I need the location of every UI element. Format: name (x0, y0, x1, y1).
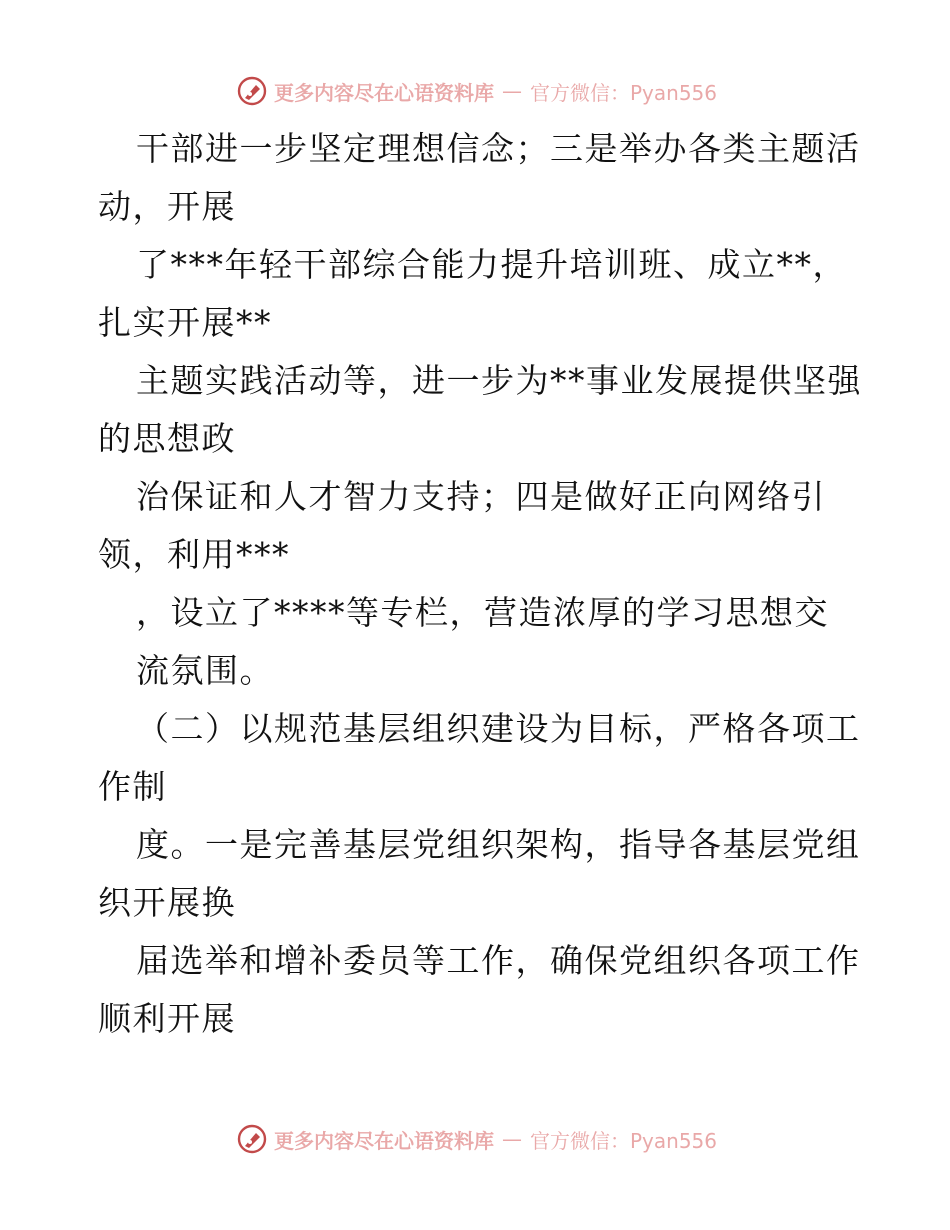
watermark-separator: — (502, 79, 522, 103)
text-line: 作制 (98, 767, 167, 806)
text-line: 流氛围。 (136, 651, 274, 690)
pen-nib-circle-icon (236, 1123, 268, 1155)
text-line: 动，开展 (98, 187, 236, 226)
text-line: 织开展换 (98, 883, 236, 922)
watermark-brand-text: 更多内容尽在心语资料库 (274, 80, 494, 105)
pen-nib-circle-icon (236, 75, 268, 107)
section-heading-line: （二）以规范基层组织建设为目标，严格各项工 (136, 709, 861, 748)
watermark-header (236, 74, 717, 108)
watermark-footer (236, 1122, 717, 1156)
text-line: 度。一是完善基层党组织架构，指导各基层党组 (136, 825, 861, 864)
text-line: 的思想政 (98, 419, 236, 458)
text-line: 了***年轻干部综合能力提升培训班、成立**， (136, 245, 847, 284)
document-body (98, 120, 868, 1048)
text-line: 主题实践活动等，进一步为**事业发展提供坚强 (136, 361, 862, 400)
text-line: 顺利开展 (98, 999, 236, 1038)
text-line: ，设立了****等专栏，营造浓厚的学习思想交 (136, 593, 829, 632)
watermark-wechat-text: 官方微信：Pyan556 (530, 1128, 718, 1153)
watermark-brand-text: 更多内容尽在心语资料库 (274, 1128, 494, 1153)
text-line: 届选举和增补委员等工作，确保党组织各项工作 (136, 941, 861, 980)
watermark-wechat-text: 官方微信：Pyan556 (530, 80, 718, 105)
text-line: 干部进一步坚定理想信念；三是举办各类主题活 (136, 129, 861, 168)
text-line: 领，利用*** (98, 535, 290, 574)
watermark-separator: — (502, 1127, 522, 1151)
text-line: 治保证和人才智力支持；四是做好正向网络引 (136, 477, 826, 516)
text-line: 扎实开展** (98, 303, 272, 342)
